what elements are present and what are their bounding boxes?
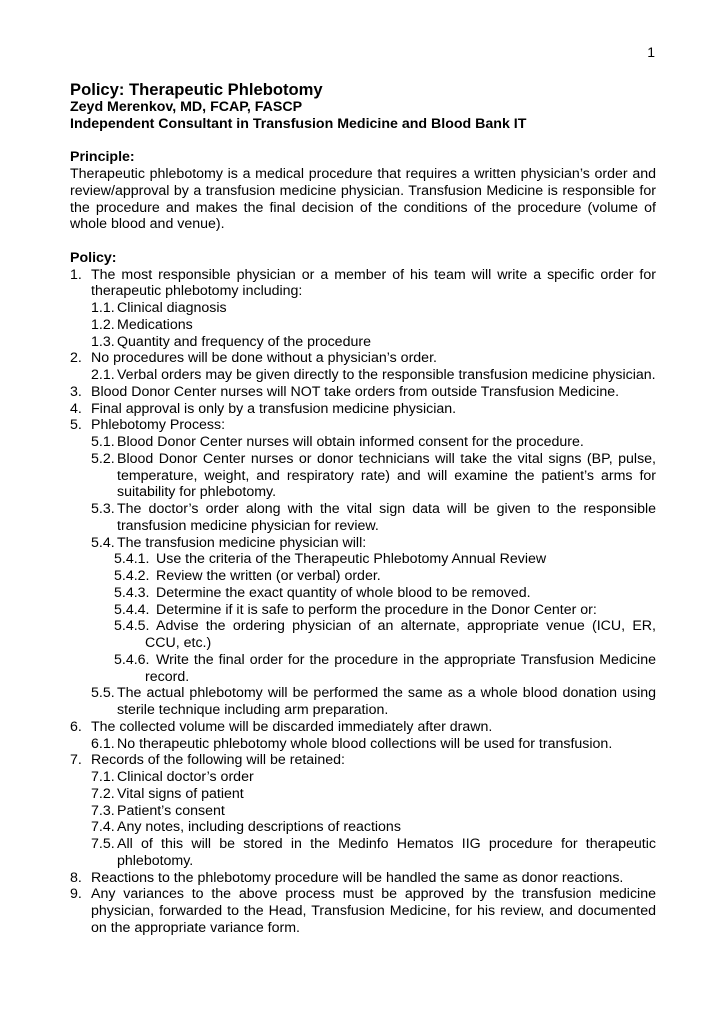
policy-item-6	[70, 719, 656, 753]
item-text: The doctor’s order along with the vital sign data will be given to the responsible transfusion medicine physician for review.	[117, 501, 656, 534]
item-text: The collected volume will be discarded immediately after drawn.	[91, 718, 493, 735]
item-text: Clinical diagnosis	[117, 300, 227, 316]
policy-item-5-1	[70, 434, 656, 451]
item-text: Write the final order for the procedure in the appropriate Transfusion Medicine record.	[145, 651, 656, 685]
policy-item-1	[70, 267, 656, 351]
item-text: Determine the exact quantity of whole blood to be removed.	[156, 584, 531, 601]
item-number: 7.3.	[91, 802, 115, 819]
policy-item-9	[70, 886, 656, 936]
item-number: 8.	[70, 869, 82, 886]
policy-item-1-3	[70, 334, 656, 351]
item-number: 2.	[70, 350, 82, 367]
item-number: 5.4.4.	[114, 601, 150, 618]
item-number: 5.1.	[91, 434, 115, 450]
policy-item-7-4	[70, 819, 656, 836]
policy-item-7	[70, 752, 656, 869]
item-number: 1.	[70, 266, 82, 283]
sublist	[91, 434, 656, 719]
page-number: 1	[647, 44, 655, 60]
item-text: Use the criteria of the Therapeutic Phlebotomy Annual Review	[156, 551, 547, 568]
item-text: Blood Donor Center nurses will obtain informed consent for the procedure.	[117, 434, 584, 450]
sublist	[91, 736, 656, 753]
item-number: 1.3.	[91, 333, 115, 350]
item-number: 7.2.	[91, 785, 115, 802]
policy-item-5-2	[70, 451, 656, 501]
policy-item-1-1	[70, 300, 656, 317]
item-number: 5.3.	[91, 501, 115, 517]
item-text: Phlebotomy Process:	[91, 417, 226, 434]
policy-item-6-1	[70, 736, 656, 753]
item-text: Review the written (or verbal) order.	[156, 568, 381, 584]
spacer	[70, 133, 656, 150]
policy-item-2-1	[70, 367, 656, 384]
item-number: 5.4.6.	[114, 651, 150, 668]
item-text: Advise the ordering physician of an alternate, appropriate venue (ICU, ER, CCU, etc.)	[145, 618, 656, 651]
principle-heading: Principle:	[70, 149, 135, 166]
policy-item-5-3	[70, 501, 656, 535]
policy-item-3	[70, 384, 656, 401]
policy-item-7-1	[70, 769, 656, 786]
policy-item-5	[70, 417, 656, 719]
item-number: 5.4.	[91, 534, 115, 551]
policy-item-7-3	[70, 803, 656, 820]
policy-list	[70, 267, 656, 937]
item-text: Quantity and frequency of the procedure	[117, 333, 371, 350]
item-number: 6.1.	[91, 735, 115, 752]
item-text: No therapeutic phlebotomy whole blood collections will be used for transfusion.	[117, 735, 613, 752]
item-number: 2.1.	[91, 367, 115, 383]
policy-item-5-4	[70, 535, 656, 686]
policy-item-5-4-2	[70, 568, 656, 585]
item-text: Reactions to the phlebotomy procedure will be handled the same as donor reactions.	[91, 869, 624, 886]
item-text: Blood Donor Center nurses will NOT take orders from outside Transfusion Medicine.	[91, 383, 620, 400]
sublist	[114, 551, 656, 685]
item-text: The transfusion medicine physician will:	[117, 534, 367, 551]
item-text: Any variances to the above process must be approved by the transfusion medicine physician, forwarded to the Head, Transfusion Medicine, for his review, and documented on the appropriate variance form.	[91, 886, 656, 936]
item-text: The actual phlebotomy will be performed the same as a whole blood donation using sterile technique including arm preparation.	[117, 685, 656, 718]
item-text: Blood Donor Center nurses or donor technicians will take the vital signs (BP, pulse, temperature, weight, and respiratory rate) and will examine the patient’s arms for suitability for phlebotomy.	[117, 450, 656, 501]
item-number: 5.4.2.	[114, 568, 150, 584]
item-number: 5.4.3.	[114, 584, 150, 601]
sublist	[91, 769, 656, 870]
item-number: 7.5.	[91, 836, 115, 852]
item-number: 6.	[70, 718, 82, 735]
item-number: 4.	[70, 400, 82, 417]
item-text: Any notes, including descriptions of reactions	[117, 819, 401, 836]
item-text: Clinical doctor’s order	[117, 769, 254, 785]
document-title: Policy: Therapeutic Phlebotomy	[70, 80, 323, 99]
item-number: 5.5.	[91, 685, 115, 702]
item-number: 1.2.	[91, 316, 115, 333]
item-text: The most responsible physician or a member of his team will write a specific order for therapeutic phlebotomy including:	[91, 266, 656, 300]
document-body	[70, 80, 656, 937]
item-number: 9.	[70, 886, 82, 903]
policy-item-1-2	[70, 317, 656, 334]
item-number: 5.	[70, 417, 82, 434]
item-number: 7.	[70, 752, 82, 769]
policy-item-5-4-3	[70, 585, 656, 602]
policy-item-5-4-6	[70, 652, 656, 686]
policy-item-4	[70, 401, 656, 418]
item-number: 1.1.	[91, 300, 115, 316]
affiliation-line: Independent Consultant in Transfusion Medicine and Blood Bank IT	[70, 115, 527, 132]
item-text: Determine if it is safe to perform the procedure in the Donor Center or:	[156, 601, 597, 618]
item-number: 5.4.5.	[114, 618, 150, 635]
policy-item-5-5	[70, 685, 656, 719]
item-number: 7.4.	[91, 819, 115, 836]
item-text: All of this will be stored in the Medinfo Hematos IIG procedure for therapeutic phlebotomy.	[117, 836, 656, 869]
policy-item-8	[70, 870, 656, 887]
principle-text: Therapeutic phlebotomy is a medical procedure that requires a written physician’s order and review/approval by a transfusion medicine physician. Transfusion Medicine is responsible for the procedure and makes the final decision of the conditions of the procedure (volume of whole blood and venue).	[70, 166, 656, 233]
policy-item-2	[70, 350, 656, 384]
item-number: 5.4.1.	[114, 551, 150, 568]
policy-item-7-2	[70, 786, 656, 803]
item-number: 5.2.	[91, 450, 115, 467]
item-text: Vital signs of patient	[117, 785, 244, 802]
spacer	[70, 233, 656, 250]
policy-item-5-4-4	[70, 602, 656, 619]
policy-item-5-4-5	[70, 618, 656, 652]
item-text: Final approval is only by a transfusion medicine physician.	[91, 400, 457, 417]
policy-heading: Policy:	[70, 249, 117, 266]
item-number: 7.1.	[91, 769, 115, 785]
item-text: No procedures will be done without a physician’s order.	[91, 350, 437, 367]
item-text: Records of the following will be retained:	[91, 752, 345, 769]
sublist	[91, 367, 656, 384]
item-number: 3.	[70, 383, 82, 400]
policy-item-5-4-1	[70, 551, 656, 568]
author-line: Zeyd Merenkov, MD, FCAP, FASCP	[70, 99, 303, 115]
policy-item-7-5	[70, 836, 656, 870]
item-text: Verbal orders may be given directly to the responsible transfusion medicine physician.	[117, 367, 656, 383]
sublist	[91, 300, 656, 350]
item-text: Medications	[117, 316, 193, 333]
item-text: Patient’s consent	[117, 802, 225, 819]
